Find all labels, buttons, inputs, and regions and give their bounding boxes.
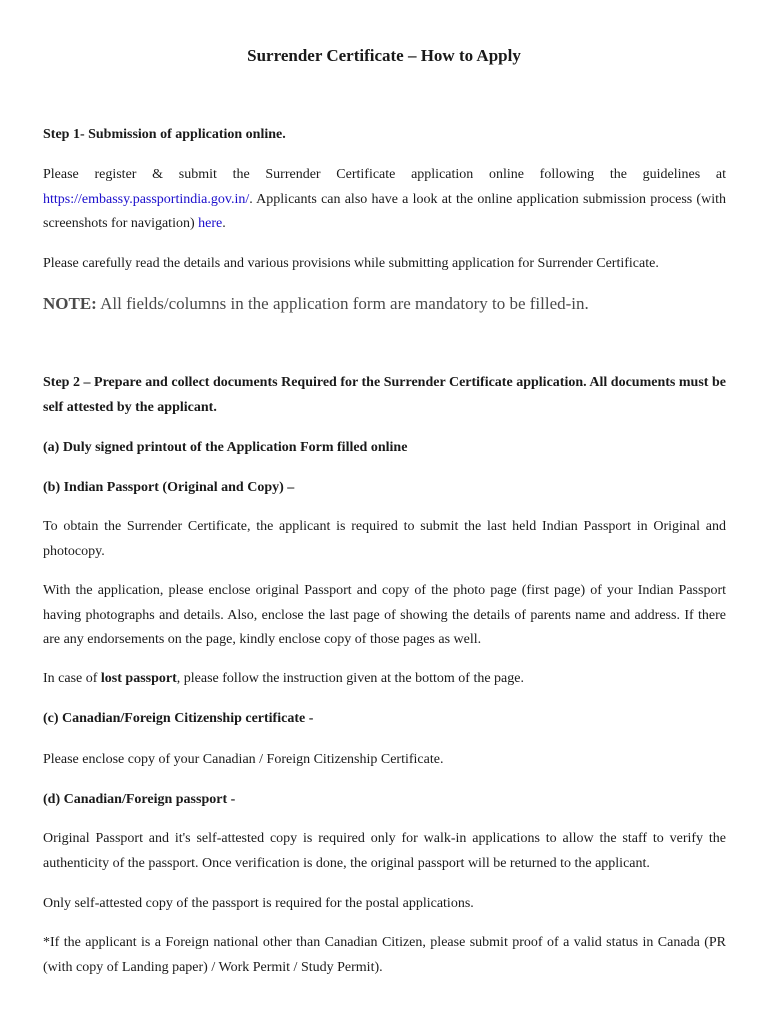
section-d-paragraph-1: Original Passport and it's self-attested copy is required only for walk-in applications to allow the staff to verify the authenticity of the passport. Once verification is done, the original passport will be returned to the applicant. bbox=[43, 831, 726, 871]
step1-paragraph-register bbox=[43, 163, 726, 237]
section-b-paragraph-2: With the application, please enclose original Passport and copy of the photo page (first page) of your Indian Passport having photographs and details. Also, enclose the last page of showing the details of parents name and address. If there are any endorsements on the page, kindly enclose copy of those pages as well. bbox=[43, 583, 726, 647]
section-d-paragraph-2: Only self-attested copy of the passport is required for the postal applications. bbox=[43, 896, 474, 911]
here-link[interactable]: here bbox=[198, 216, 223, 231]
step1-paragraph-read-details: Please carefully read the details and various provisions while submitting application for Surrender Certificate. bbox=[43, 256, 659, 271]
section-b-heading: (b) Indian Passport (Original and Copy) – bbox=[43, 480, 295, 495]
lost-passport-bold: lost passport bbox=[100, 671, 177, 686]
page-title: Surrender Certificate – How to Apply bbox=[247, 46, 521, 65]
mandatory-note bbox=[43, 292, 726, 316]
section-d-paragraph-3: *If the applicant is a Foreign national other than Canadian Citizen, please submit proof of a valid status in Canada (PR (with copy of Landing paper) / Work Permit / Study Permit). bbox=[43, 935, 726, 975]
section-b-paragraph-3 bbox=[43, 667, 726, 692]
note-label: NOTE: bbox=[43, 294, 97, 313]
section-d-heading: (d) Canadian/Foreign passport - bbox=[43, 792, 236, 807]
step2-heading: Step 2 – Prepare and collect documents Required for the Surrender Certificate application. All documents must be self attested by the applicant. bbox=[43, 375, 726, 415]
step1-heading: Step 1- Submission of application online. bbox=[43, 127, 286, 142]
step1-text-b: . Applicants can also have a look at the online application submission process (with screenshots for navigation) bbox=[43, 191, 726, 231]
section-b-paragraph-1: To obtain the Surrender Certificate, the applicant is required to submit the last held Indian Passport in Original and photocopy. bbox=[43, 519, 726, 559]
lost-passport-text-a: In case of bbox=[43, 671, 101, 686]
step1-text-a: Please register & submit the Surrender Certificate application online following the guidelines at bbox=[43, 167, 726, 182]
section-c-heading: (c) Canadian/Foreign Citizenship certificate - bbox=[43, 711, 314, 726]
step1-text-c: . bbox=[222, 216, 226, 231]
lost-passport-text-b: , please follow the instruction given at the bottom of the page. bbox=[176, 671, 524, 686]
section-a-heading: (a) Duly signed printout of the Application Form filled online bbox=[43, 440, 408, 455]
section-c-paragraph: Please enclose copy of your Canadian / Foreign Citizenship Certificate. bbox=[43, 752, 444, 767]
passport-portal-link[interactable]: https://embassy.passportindia.gov.in/ bbox=[43, 191, 250, 207]
note-text: All fields/columns in the application form are mandatory to be filled-in. bbox=[96, 294, 589, 313]
